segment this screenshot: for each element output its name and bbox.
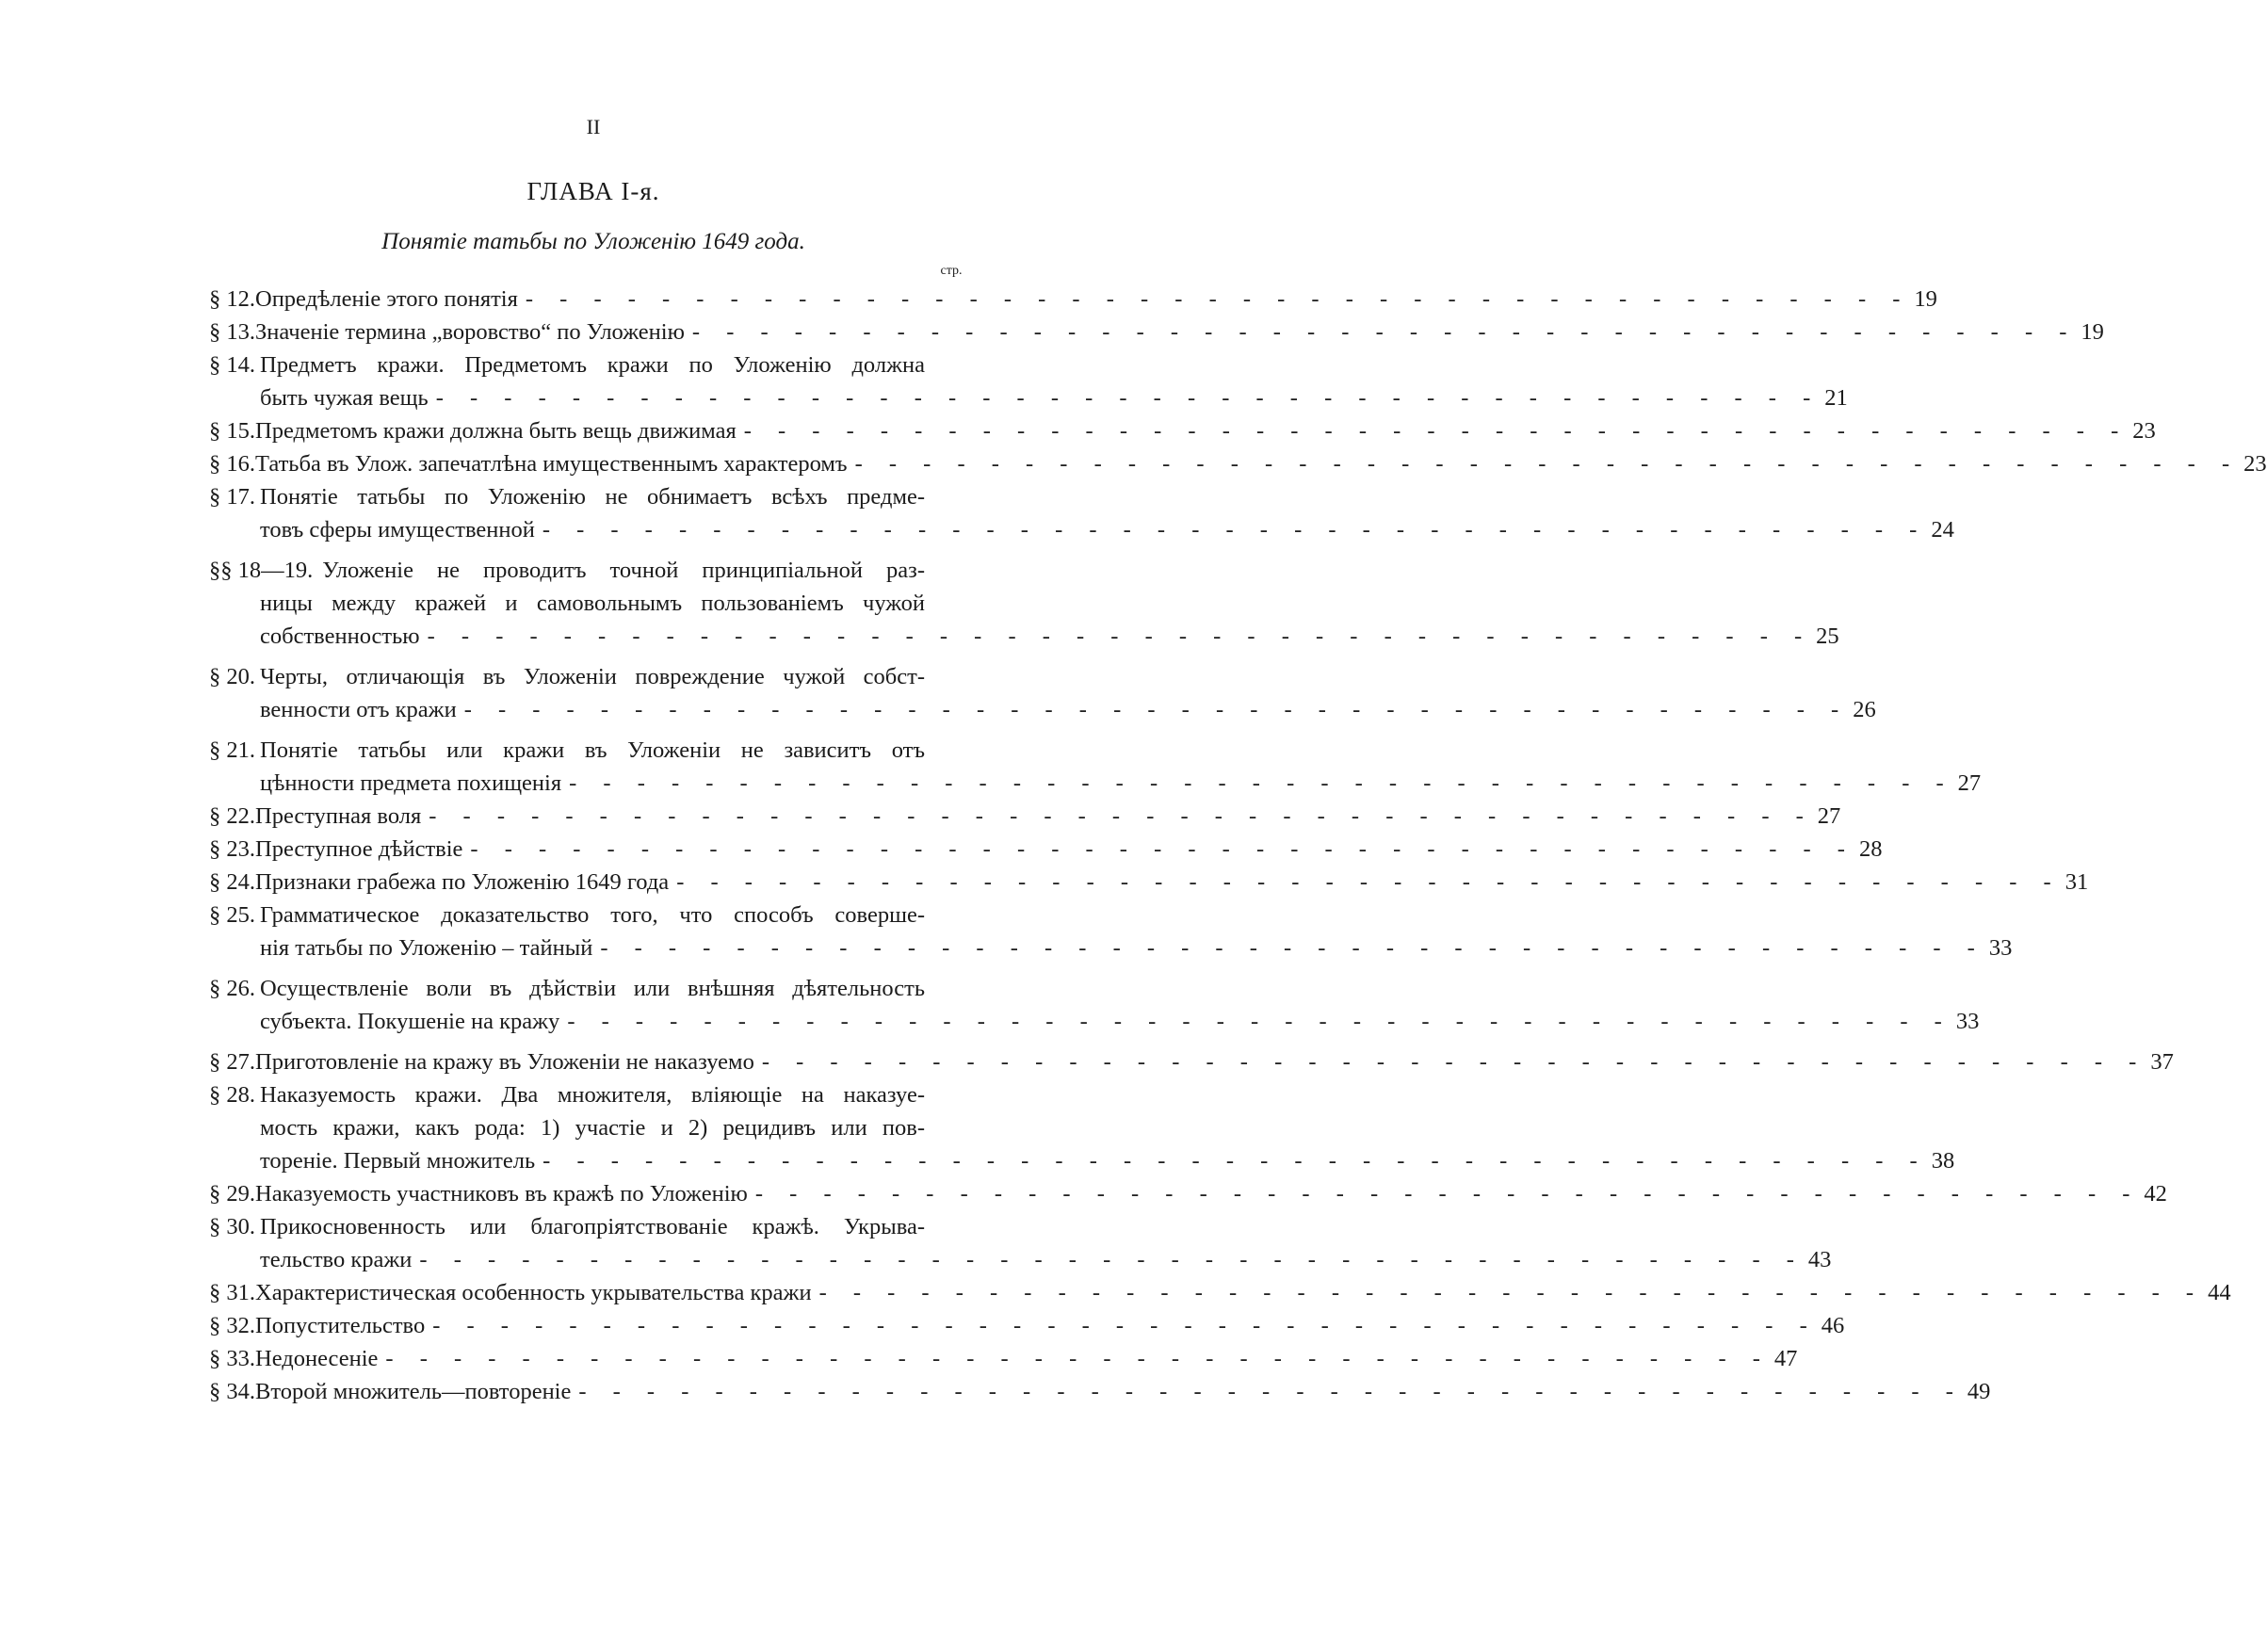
toc-entry — [209, 554, 1839, 653]
toc-section-number: § 30. — [209, 1214, 255, 1239]
leader-dots: - - - - - - - - - - - - - - - - - - - - - - - - - - - - - - - - - - - - - - - - - — [761, 1049, 2147, 1075]
toc-entry-title: Опредѣленіе этого понятія — [255, 286, 518, 312]
toc-page-number: 33 — [1955, 1009, 1980, 1034]
toc-section-number: § 14. — [209, 352, 255, 378]
toc-entry-title: Недонесеніе — [255, 1346, 379, 1371]
toc-entry — [209, 348, 1848, 414]
chapter-heading: ГЛАВА I-я. — [526, 177, 660, 205]
toc-page-number: 24 — [1931, 517, 1954, 543]
leader-dots: - - - - - - - - - - - - - - - - - - - - - - - - - - - - - - - - - - - - - - - - - — [569, 770, 1954, 796]
toc-entry-title: мость кражи, какъ рода: 1) участіе и 2) рецидивъ или пов- — [260, 1115, 925, 1141]
toc-page-number: 33 — [1988, 935, 2013, 961]
toc-section-number: § 20. — [209, 664, 255, 689]
toc-page-number: 42 — [2144, 1181, 2167, 1207]
toc-section-number: § 27. — [209, 1049, 255, 1075]
toc-entry-title: тореніе. Первый множитель — [260, 1148, 536, 1174]
toc-entry-title: венности отъ кражи — [260, 697, 457, 722]
leader-dots: - - - - - - - - - - - - - - - - - - - - - - - - - - - - - - - - - - - - - - - - - — [463, 697, 1850, 722]
toc-entry — [209, 866, 2089, 899]
page-column-label: стр. — [940, 264, 963, 278]
toc-page-number: 43 — [1807, 1247, 1832, 1272]
toc-entry-title: собственностью — [260, 624, 420, 649]
toc-entry-title: Преступная воля — [255, 803, 422, 829]
toc-entry — [209, 972, 1980, 1038]
leader-dots: - - - - - - - - - - - - - - - - - - - - - - - - - - - - - - - - - - - - - - - - - — [600, 935, 1985, 961]
toc-entry — [209, 800, 1841, 833]
toc-section-number: § 25. — [209, 902, 255, 928]
toc-entry-title: Второй множитель—повтореніе — [255, 1379, 572, 1404]
toc-page-number: 28 — [1858, 836, 1883, 862]
toc-entry-title: Предметъ кражи. Предметомъ кражи по Уложенію должна — [260, 352, 925, 378]
toc-entry — [209, 1078, 1955, 1177]
leader-dots: - - - - - - - - - - - - - - - - - - - - - - - - - - - - - - - - - - - - - - - - - — [743, 418, 2129, 444]
toc-entry-title: Татьба въ Улож. запечатлѣна имущественнымъ характеромъ — [255, 451, 848, 477]
toc-entry — [209, 316, 2104, 348]
leader-dots: - - - - - - - - - - - - - - - - - - - - - - - - - - - - - - - - - - - - - - - - - — [432, 1313, 1818, 1338]
toc-entry-title: товъ сферы имущественной — [260, 517, 535, 543]
toc-section-number: § 21. — [209, 737, 255, 763]
toc-entry-title: Приготовленіе на кражу въ Уложеніи не наказуемо — [255, 1049, 754, 1075]
toc-section-number: § 16. — [209, 451, 255, 477]
toc-entry-title: быть чужая вещь — [260, 385, 429, 411]
leader-dots: - - - - - - - - - - - - - - - - - - - - - - - - - - - - - - - - - - - - - - - - - — [542, 517, 1928, 543]
toc-page-number: 23 — [2243, 451, 2267, 477]
leader-dots: - - - - - - - - - - - - - - - - - - - - - - - - - - - - - - - - - - - - - - - - - — [542, 1148, 1928, 1174]
toc-entry-title: Уложеніе не проводитъ точной принципіальной раз- — [322, 558, 925, 583]
toc-section-number: § 13. — [209, 319, 255, 345]
toc-page-number: 19 — [1914, 286, 1937, 312]
leader-dots: - - - - - - - - - - - - - - - - - - - - - - - - - - - - - - - - - - - - - - - - - — [435, 385, 1822, 411]
toc-entry — [209, 660, 1876, 726]
leader-dots: - - - - - - - - - - - - - - - - - - - - - - - - - - - - - - - - - - - - - - - - - — [419, 1247, 1805, 1272]
leader-dots: - - - - - - - - - - - - - - - - - - - - - - - - - - - - - - - - - - - - - - - - - — [525, 286, 1911, 312]
leader-dots: - - - - - - - - - - - - - - - - - - - - - - - - - - - - - - - - - - - - - - - - - — [578, 1379, 1964, 1404]
toc-entry-title: Преступное дѣйствіе — [255, 836, 463, 862]
toc-section-number: § 22. — [209, 803, 255, 829]
toc-entry-title: Попустительство — [255, 1313, 426, 1338]
toc-entry-title: Предметомъ кражи должна быть вещь движимая — [255, 418, 737, 444]
toc-entry — [209, 480, 1954, 546]
toc-entry — [209, 1045, 2174, 1078]
toc-entry — [209, 1342, 1798, 1375]
toc-entry-title: Черты, отличающія въ Уложеніи повреждение чужой собст- — [260, 664, 925, 689]
toc-entry — [209, 1276, 2231, 1309]
leader-dots: - - - - - - - - - - - - - - - - - - - - - - - - - - - - - - - - - - - - - - - - - — [754, 1181, 2141, 1207]
leader-dots: - - - - - - - - - - - - - - - - - - - - - - - - - - - - - - - - - - - - - - - - - — [854, 451, 2241, 477]
leader-dots: - - - - - - - - - - - - - - - - - - - - - - - - - - - - - - - - - - - - - - - - - — [427, 624, 1813, 649]
toc-page-number: 47 — [1773, 1346, 1798, 1371]
table-of-contents — [209, 283, 2267, 1408]
toc-entry-title: цѣнности предмета похищенія — [260, 770, 562, 796]
chapter-subtitle: Понятіе татьбы по Уложенію 1649 года. — [381, 229, 805, 254]
toc-page-number: 49 — [1967, 1379, 1991, 1404]
toc-page-number: 27 — [1817, 803, 1841, 829]
toc-entry-title: Грамматическое доказательство того, что способъ соверше- — [260, 902, 925, 928]
toc-section-number: § 31. — [209, 1280, 255, 1305]
leader-dots: - - - - - - - - - - - - - - - - - - - - - - - - - - - - - - - - - - - - - - - - - — [676, 869, 2062, 895]
toc-entry — [209, 1375, 1991, 1408]
leader-dots: - - - - - - - - - - - - - - - - - - - - - - - - - - - - - - - - - - - - - - - - - — [470, 836, 1855, 862]
toc-entry-title: Осуществленіе воли въ дѣйствіи или внѣшняя дѣятельность — [260, 976, 925, 1001]
leader-dots: - - - - - - - - - - - - - - - - - - - - - - - - - - - - - - - - - - - - - - - - - — [567, 1009, 1952, 1034]
toc-page-number: 25 — [1816, 624, 1839, 649]
leader-dots: - - - - - - - - - - - - - - - - - - - - - - - - - - - - - - - - - - - - - - - - - — [691, 319, 2078, 345]
toc-section-number: §§ 18—19. — [209, 558, 314, 583]
toc-entry-title: Характеристическая особенность укрывательства кражи — [255, 1280, 812, 1305]
toc-section-number: § 34. — [209, 1379, 255, 1404]
toc-section-number: § 26. — [209, 976, 255, 1001]
leader-dots: - - - - - - - - - - - - - - - - - - - - - - - - - - - - - - - - - - - - - - - - - — [429, 803, 1814, 829]
toc-page-number: 46 — [1821, 1313, 1845, 1338]
toc-page-number: 37 — [2150, 1049, 2174, 1075]
toc-entry — [209, 1210, 1832, 1276]
toc-page-number: 21 — [1824, 385, 1848, 411]
toc-entry — [209, 447, 2267, 480]
toc-entry — [209, 414, 2156, 447]
toc-entry-title: ницы между кражей и самовольнымъ пользованіемъ чужой — [260, 591, 925, 616]
leader-dots: - - - - - - - - - - - - - - - - - - - - - - - - - - - - - - - - - - - - - - - - - — [818, 1280, 2205, 1305]
toc-entry-title: Наказуемость участниковъ въ кражѣ по Уложенію — [255, 1181, 748, 1207]
toc-section-number: § 23. — [209, 836, 255, 862]
toc-page-number: 23 — [2132, 418, 2156, 444]
toc-page-number: 26 — [1853, 697, 1876, 722]
toc-section-number: § 29. — [209, 1181, 255, 1207]
toc-entry — [209, 734, 1982, 800]
toc-page-number: 31 — [2065, 869, 2089, 895]
toc-entry-title: субъекта. Покушеніе на кражу — [260, 1009, 560, 1034]
toc-section-number: § 33. — [209, 1346, 255, 1371]
toc-section-number: § 28. — [209, 1082, 255, 1108]
page-number: II — [586, 115, 601, 138]
toc-page-number: 19 — [2081, 319, 2104, 345]
toc-entry — [209, 1177, 2167, 1210]
toc-entry — [209, 283, 1937, 316]
toc-page-number: 44 — [2208, 1280, 2231, 1305]
toc-entry-title: Понятіе татьбы по Уложенію не обнимаетъ всѣхъ предме- — [260, 484, 925, 510]
toc-entry-title: Значеніе термина „воровство“ по Уложенію — [255, 319, 685, 345]
toc-section-number: § 15. — [209, 418, 255, 444]
toc-entry-title: Понятіе татьбы или кражи въ Уложеніи не зависитъ отъ — [260, 737, 925, 763]
toc-section-number: § 17. — [209, 484, 255, 510]
toc-entry — [209, 1309, 1845, 1342]
toc-entry-title: тельство кражи — [260, 1247, 413, 1272]
toc-entry-title: Прикосновенность или благопріятствованіе кражѣ. Укрыва- — [260, 1214, 925, 1239]
toc-entry-title: нія татьбы по Уложенію – тайный — [260, 935, 593, 961]
toc-section-number: § 32. — [209, 1313, 255, 1338]
toc-section-number: § 24. — [209, 869, 255, 895]
toc-entry — [209, 833, 1883, 866]
toc-section-number: § 12. — [209, 286, 255, 312]
toc-page-number: 27 — [1957, 770, 1982, 796]
leader-dots: - - - - - - - - - - - - - - - - - - - - - - - - - - - - - - - - - - - - - - - - - — [385, 1346, 1771, 1371]
toc-entry — [209, 899, 2013, 964]
toc-page-number: 38 — [1931, 1148, 1955, 1174]
toc-entry-title: Признаки грабежа по Уложенію 1649 года — [255, 869, 670, 895]
toc-entry-title: Наказуемость кражи. Два множителя, вліяющіе на наказуе- — [260, 1082, 925, 1108]
